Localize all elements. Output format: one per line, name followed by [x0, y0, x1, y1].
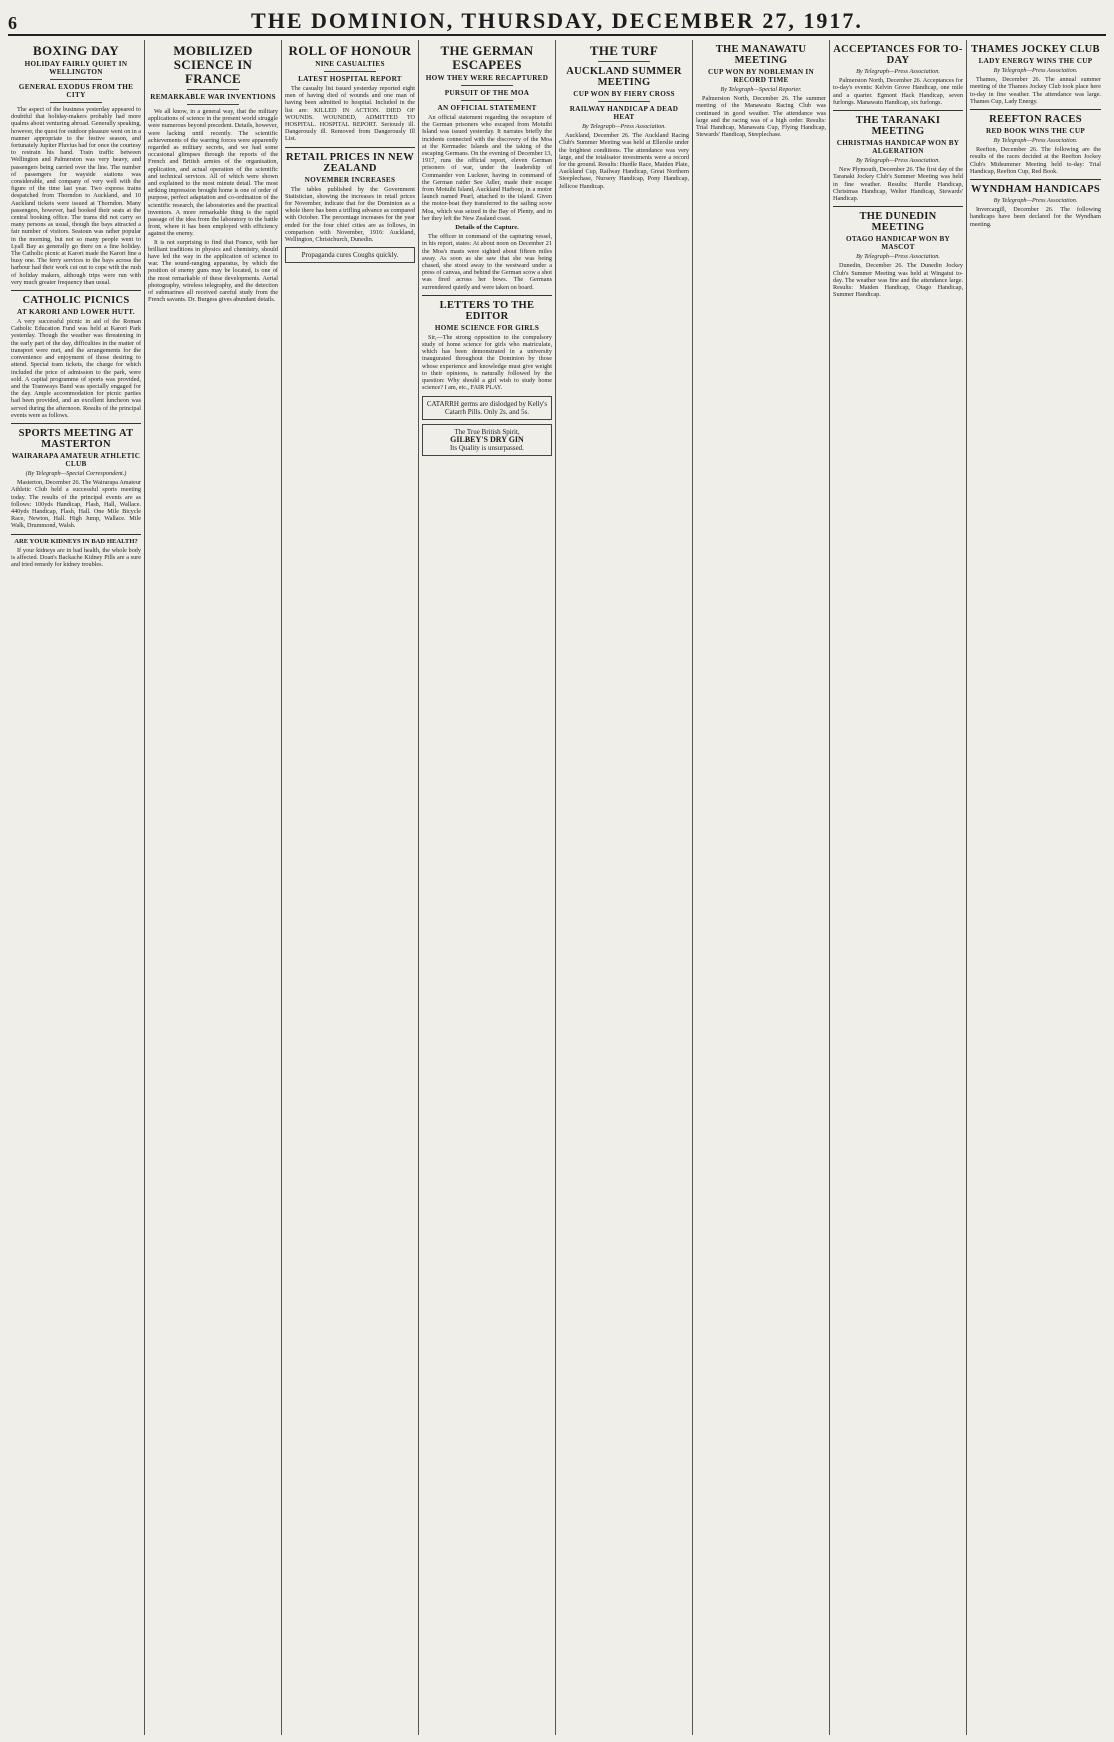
article-letters: [422, 300, 552, 392]
headline: THE DUNEDIN MEETING: [859, 211, 937, 234]
subheadline: REMARKABLE WAR INVENTIONS: [150, 93, 276, 101]
article-body: Palmerston North, December 26. Acceptances for to-day's events: Kelvin Grove Handicap, one mile and a quarter. Egmont Hack Handicap, seven furlongs. Manawatu Handicap, six furlongs.: [833, 77, 963, 106]
divider: [970, 109, 1101, 110]
article-body: Dunedin, December 26. The Dunedin Jockey Club's Summer Meeting was held at Wingatui to-day. The weather was fine and the attendance large. Results: Maiden Handicap, Otago Handicap, Summer Handicap.: [833, 262, 963, 299]
column-7: [830, 40, 967, 1735]
subheadline: CUP WON BY NOBLEMAN IN RECORD TIME: [707, 68, 815, 84]
advert-propaganda: [285, 247, 415, 263]
divider: [833, 110, 963, 111]
subheadline: LADY ENERGY WINS THE CUP: [978, 57, 1093, 65]
article-body: The tables published by the Government Statistician, showing the increases in retail prices for November, indicate that for the Dominion as a whole there has been a trifling advance as compared with October. The percentage increases for the year ended for the four chief cities are as follows, in comparison with November, 1916: Auckland, Wellington, Christchurch, Dunedin.: [285, 185, 415, 244]
subheadline: HOW THEY WERE RECAPTURED: [425, 74, 549, 82]
column-6: [693, 40, 830, 1735]
divider: [187, 104, 239, 105]
columns: [8, 40, 1106, 1735]
article-body: The officer in command of the capturing vessel, in his report, states: At about noon on December 21 the Moa's masts were sighted about fifteen miles away. As soon as she saw that she was being chased, she stood away to the westward under a press of canvas, and behind the German scow a shot was fired across her bows. The Germans surrendered quietly and were taken on board.: [422, 233, 552, 291]
headline: SPORTS MEETING AT MASTERTON: [18, 427, 134, 450]
masthead-title: THE DOMINION, THURSDAY, DECEMBER 27, 1917.: [251, 8, 863, 33]
column-4: [419, 40, 556, 1735]
byline: (By Telegraph—Special Correspondent.): [25, 469, 127, 477]
divider: [422, 295, 552, 296]
divider: [970, 179, 1101, 180]
divider: [187, 89, 239, 90]
subheadline: RED BOOK WINS THE CUP: [985, 127, 1086, 136]
advert-text: CATARRH germs are dislodged by Kelly's Catarrh Pills. Only 2s. and 5s.: [426, 399, 548, 416]
byline: By Telegraph—Press Association.: [856, 157, 940, 165]
advert-gilbeys: [422, 424, 552, 456]
article-body: The casualty list issued yesterday reported eight men of having died of wounds and one man of having been admitted to hospital. Included in the list are: KILLED IN ACTION. DIED OF WOUNDS. WOUNDED, ADMITTED TO HOSPITAL. HOSPITAL REPORT. Seriously ill. Dangerously ill. Removed from Dangerously Ill List.: [285, 85, 415, 143]
column-2: [145, 40, 282, 1735]
advert-text: Propaganda cures Coughs quickly.: [301, 251, 399, 260]
divider: [461, 85, 513, 86]
article-taranaki: [833, 115, 963, 202]
subheadline: RAILWAY HANDICAP A DEAD HEAT: [569, 105, 679, 121]
article-body: New Plymouth, December 26. The first day of the Taranaki Jockey Club's Summer Meeting was held in fine weather. Results: Hurdle Handicap, Christmas Handicap, Welter Handicap, Stewards' Handicap.: [833, 166, 963, 203]
article-mobilized-science: [148, 44, 278, 303]
article-the-turf: [559, 44, 689, 190]
advert-line: The True British Spirit,: [454, 427, 520, 436]
headline: THE GERMAN ESCAPEES: [440, 43, 534, 72]
headline: THE MANAWATU MEETING: [715, 44, 807, 66]
article-german-escapees: [422, 44, 552, 291]
headline: CATHOLIC PICNICS: [22, 295, 130, 307]
divider: [461, 100, 513, 101]
headline: REEFTON RACES: [989, 114, 1082, 126]
subheadline: AN OFFICIAL STATEMENT: [437, 104, 537, 112]
headline: WYNDHAM HANDICAPS: [970, 184, 1101, 196]
column-8: [967, 40, 1104, 1735]
subheadline: LATEST HOSPITAL REPORT: [298, 75, 402, 83]
divider: [324, 71, 376, 72]
divider: [598, 101, 650, 102]
article-body: Auckland, December 26. The Auckland Racing Club's Summer Meeting was held at Ellerslie under the brightest conditions. The attendance was very large, and the totalisator investments were a record for the ground. Results: Hurdle Race, Maiden Plate, Auckland Cup, Railway Handicap, Great Northern Steeplechase, Nursery Handicap, Pony Handicap, Jellicoe Handicap.: [559, 132, 689, 190]
subheadline: PURSUIT OF THE MOA: [444, 89, 530, 97]
headline: RETAIL PRICES IN NEW ZEALAND: [285, 151, 415, 174]
divider: [50, 102, 102, 103]
article-body: Reefton, December 26. The following are the results of the races decided at the Reefton Jockey Club's Midsummer Meeting held to-day: Trial Handicap, Reefton Cup, Red Book.: [970, 146, 1101, 175]
byline: By Telegraph—Press Association.: [993, 197, 1078, 205]
divider: [598, 61, 650, 62]
article-sports-masterton: [11, 428, 141, 530]
byline: By Telegraph—Press Association.: [993, 137, 1078, 145]
headline: ACCEPTANCES FOR TO-DAY: [833, 44, 963, 66]
byline: By Telegraph—Press Association.: [856, 68, 940, 75]
article-roll-of-honour: [285, 44, 415, 143]
column-3: [282, 40, 419, 1735]
subheadline: NINE CASUALTIES: [315, 60, 385, 68]
article-body: A very successful picnic in aid of the Roman Catholic Education Fund was held at Karori Park yesterday. Though the weather was threatening in the early part of the day, difficulties in the matter of transport were met, and the arrangements for the convenience and enjoyment of those desiring to attend. Special tram tickets, the charge for which included the price of admission to the park, were sold. A capital programme of sports was provided, and the Tramways Band was specially engaged for the day. Ample accommodation for picnic parties had been provided, and an excellent luncheon was served during the afternoon. Results of the principal events were as follows.: [11, 318, 141, 419]
section-heading: Details of the Capture.: [455, 224, 519, 232]
divider: [285, 147, 415, 148]
subheadline: HOLIDAY FAIRLY QUIET IN WELLINGTON: [24, 60, 128, 76]
article-body: Thames, December 26. The annual summer meeting of the Thames Jockey Club took place here to-day in fine weather. The attendance was large. Thames Cup, Lady Energy.: [970, 76, 1101, 105]
byline: By Telegraph—Special Reporter.: [720, 86, 802, 93]
headline: ROLL OF HONOUR: [288, 43, 412, 58]
byline: By Telegraph—Press Association.: [856, 253, 940, 261]
article-body: We all know, in a general way, that the military applications of science in the present world struggle were numerous beyond precedent. Details, however, were lacking until recently. The scientific achievements of the warring forces were apparently regarded as military secrets, and we had some occasional glimpses through the reports of the French and British armies of the organisation, application, and actual operation of the scientific and technical services. All of which were shown and explained to the most minute detail. The most striking impression brought home is one of order of purpose, perfect adaptation and co-ordination of the scientific research, the laboratories and the practical inventors. A more remarkable thing is the rapid passage of the idea from the laboratory to the battle front, where it has been employed with efficiency against the enemy.: [148, 108, 278, 238]
divider: [50, 79, 102, 80]
headline: THAMES JOCKEY CLUB: [971, 44, 1100, 55]
byline: By Telegraph—Press Association.: [993, 67, 1078, 74]
masthead: [8, 4, 1106, 36]
article-body: The aspect of the business yesterday appeared to doubtful that holiday-makers probably had more qualms about venturing abroad. Generally speaking, however, the quest for outdoor pleasure went on in a manner appropriate to the festive season, and fortunately Jupiter Pluvius had for once the courtesy to restrain his hand. Train traffic between Wellington and Palmerston was very heavy, and passengers being carried over the line. The number of passengers for wayside stations was considerable, and company of very well with the figure of the time last year. Two express trains despatched from Thorndon to Auckland, and 10 Auckland tickets were issued at Thorndon. Many passengers, however, had booked their seats at the central booking office. The trams did not carry so many persons as usual, though the bays attracted a fair number of visitors. Seatoun was rather popular in the morning, but not so many people went to Lyall Bay as generally go there on a fine holiday. The Catholic picnic at Karori made the Karori line a busy one. The ferry services to the bays across the harbour had their work cut out to cope with the rush of holiday makers, although trips were run with very much greater frequency than usual.: [11, 106, 141, 286]
column-1: [8, 40, 145, 1735]
article-boxing-day: [11, 44, 141, 286]
divider: [11, 423, 141, 424]
page-number: 6: [8, 13, 17, 33]
advert-kidneys: [11, 538, 141, 569]
column-5: [556, 40, 693, 1735]
subheadline: GENERAL EXODUS FROM THE CITY: [18, 83, 134, 99]
headline: BOXING DAY: [33, 43, 119, 58]
article-body: Masterton, December 26. The Wairarapa Amateur Athletic Club held a successful sports meeting today. The results of the principal events are as follows: 100yds Handicap, Flash, Hall, Wallace. 440yds Handicap, Flash, Hall. One Mile Bicycle Race, Newton, Hall. High Jump, Wallace. Mile Walk, Drummond, Walsh.: [11, 479, 141, 530]
subheadline: AT KARORI AND LOWER HUTT.: [17, 308, 135, 317]
article-body: Sir,—The strong opposition to the compulsory study of home science for girls who matriculate, which has been demonstrated in a university inaugurated throughout the Dominion by those whose experience and knowledge must give weight to their opinions, is naturally followed by the question: Why should a girl wish to study home science? I am, etc., FAIR PLAY.: [422, 333, 552, 392]
subheadline: CUP WON BY FIERY CROSS: [573, 90, 675, 98]
article-retail-prices: [285, 152, 415, 244]
advert-catarrh: [422, 396, 552, 420]
article-catholic-picnics: [11, 295, 141, 419]
subheadline: WAIRARAPA AMATEUR ATHLETIC CLUB: [11, 451, 141, 468]
divider: [11, 534, 141, 535]
advert-line: Its Quality is unsurpassed.: [450, 443, 524, 452]
headline: THE TARANAKI MEETING: [855, 115, 941, 138]
byline: By Telegraph—Press Association.: [582, 123, 666, 130]
article-thames: [970, 44, 1101, 105]
advert-brand: GILBEY'S DRY GIN: [450, 434, 524, 444]
article-acceptances: [833, 44, 963, 106]
article-body: It is not surprising to find that France, with her brilliant traditions in physics and chemistry, should have led the way in the application of science to war. The sound-ranging apparatus, by which the position of enemy guns may be located, is one of the most remarkable of these developments. Aerial photography, wireless telegraphy, and the detection of submarines all received careful study from the French savants. Dr. Burgess gives abundant details.: [148, 238, 278, 304]
article-manawatu: [696, 44, 826, 138]
article-dunedin: [833, 211, 963, 298]
divider: [11, 290, 141, 291]
headline: MOBILIZED SCIENCE IN FRANCE: [173, 43, 253, 86]
article-body: Palmerston North, December 26. The summer meeting of the Manawatu Racing Club was continued in good weather. The attendance was large and the racing was of a high order. Results: Trial Handicap, Manawatu Cup, Flying Handicap, Stewards' Handicap, Steeplechase.: [696, 95, 826, 139]
headline: THE TURF: [589, 43, 659, 58]
subheadline: NOVEMBER INCREASES: [304, 175, 396, 184]
article-body: Invercargill, December 26. The following handicaps have been declared for the Wyndham meeting.: [970, 206, 1101, 228]
subheadline: CHRISTMAS HANDICAP WON BY ALGERATION: [836, 139, 960, 156]
advert-body: If your kidneys are in bad health, the whole body is affected. Doan's Backache Kidney Pills are a sure and tried remedy for kidney troubles.: [11, 546, 141, 569]
article-wyndham: [970, 184, 1101, 228]
subheadline: AUCKLAND SUMMER MEETING: [566, 66, 682, 88]
subheadline: OTAGO HANDICAP WON BY MASCOT: [845, 235, 951, 252]
divider: [833, 206, 963, 207]
subheadline: HOME SCIENCE FOR GIRLS: [434, 323, 540, 332]
advert-headline: ARE YOUR KIDNEYS IN BAD HEALTH?: [14, 537, 138, 545]
article-reefton: [970, 114, 1101, 175]
headline: LETTERS TO THE EDITOR: [439, 299, 535, 322]
article-body: An official statement regarding the recapture of the German prisoners who escaped from Motuihi Island was issued yesterday. It narrates briefly the incidents connected with the discovery of the Moa at the Kermadec Islands and the taking of the escaping Germans. On the evening of December 13, 1917, runs the official report, eleven German prisoners of war, under the leadership of Commander von Luckner, having in command of the German raider See Adler, made their escape from Motuihi Island, Auckland Harbour, in a motor launch named Pearl, attached to the island. Given the motor-boat they transferred to the sailing scow Moa, which was seized in the Bay of Plenty, and in her they left the New Zealand coast.: [422, 114, 552, 222]
